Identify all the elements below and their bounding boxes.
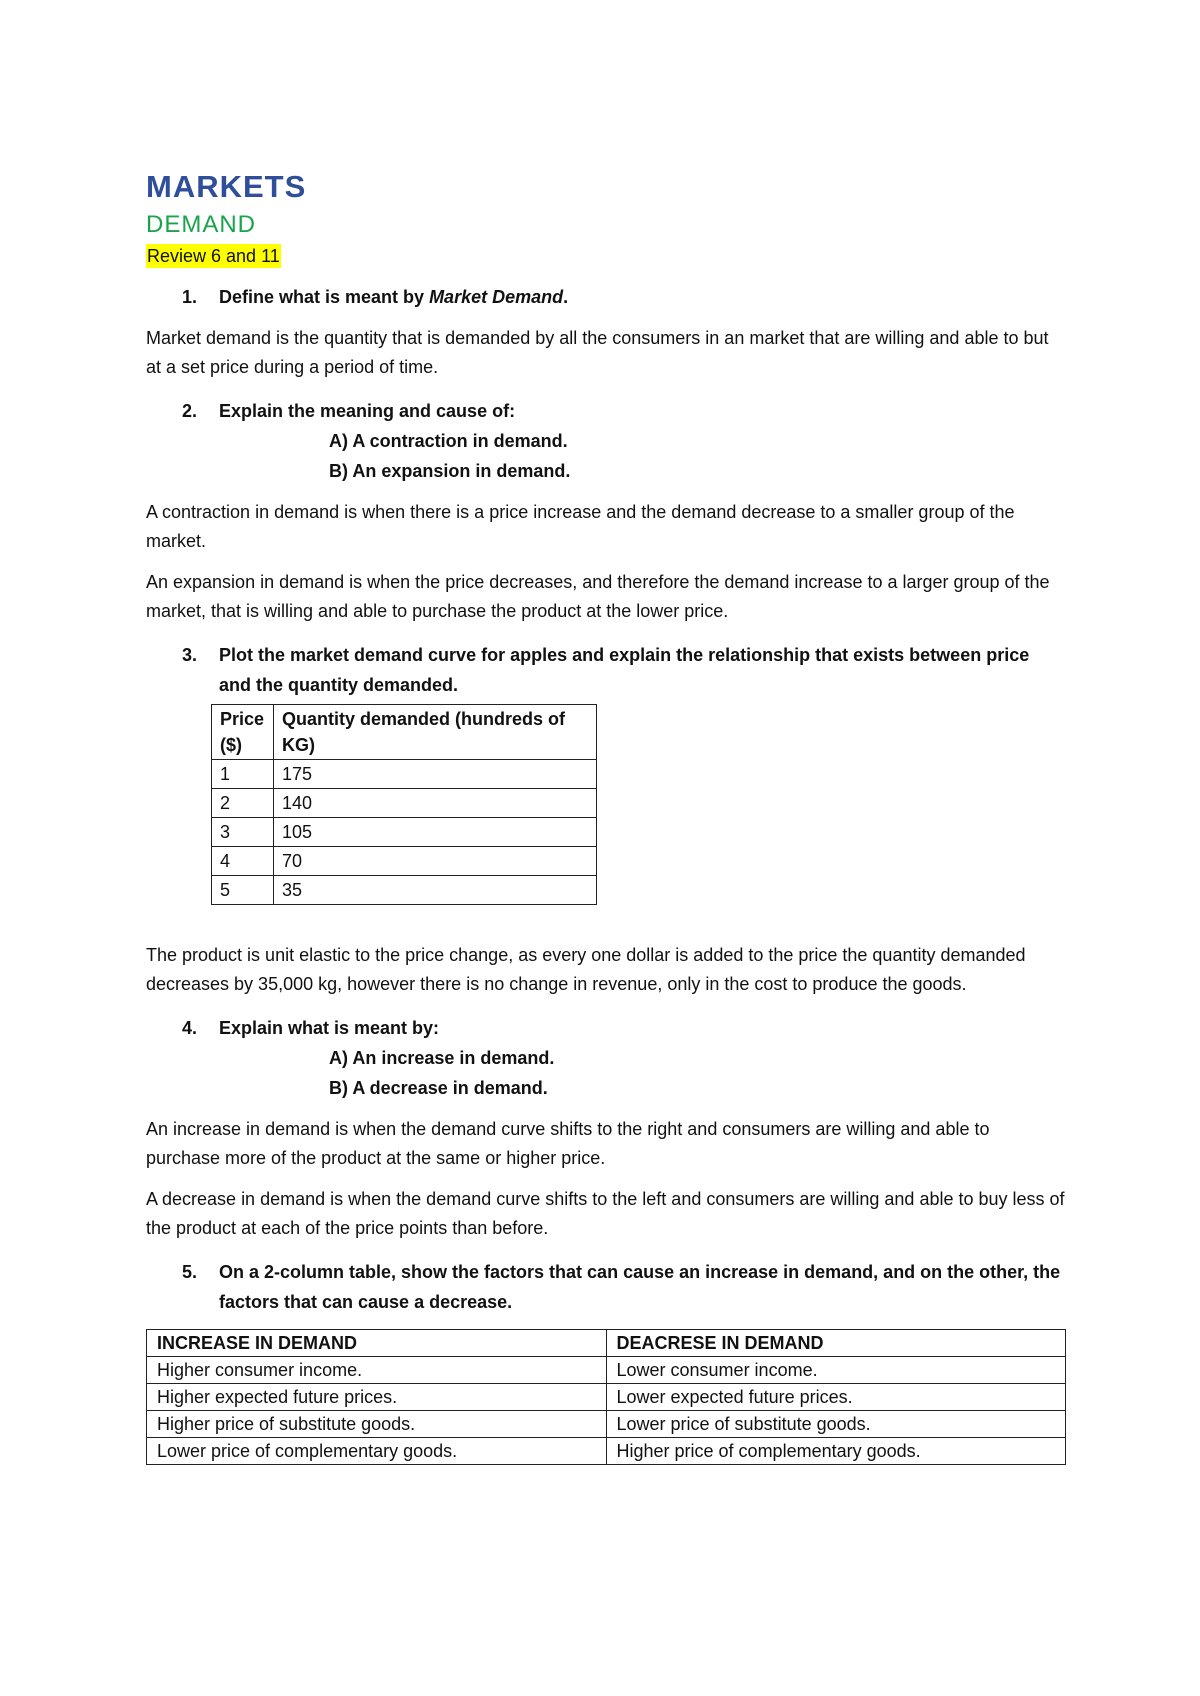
answer-4b: A decrease in demand is when the demand curve shifts to the left and consumers are willing and able to buy less of the product at each of the price points than before. (146, 1189, 1065, 1238)
table-cell: 140 (274, 789, 597, 818)
answer-2a: A contraction in demand is when there is a price increase and the demand decrease to a smaller group of the market. (146, 502, 1015, 551)
demand-factors-table (146, 1329, 1066, 1465)
table-header-row (147, 1330, 1066, 1357)
question-number: 3. (182, 645, 198, 665)
question-text: Plot the market demand curve for apples and explain the relationship that exists between price and the quantity demanded. (219, 645, 1030, 695)
answer-3: The product is unit elastic to the price change, as every one dollar is added to the price the quantity demanded decreases by 35,000 kg, however there is no change in revenue, only in the cost to produce the goods. (146, 945, 1026, 994)
table-row (212, 789, 597, 818)
table-cell: 3 (212, 818, 274, 847)
question-emphasis: Market Demand (429, 287, 564, 307)
table-row (212, 876, 597, 905)
question-3 (146, 640, 1066, 700)
question-5 (146, 1257, 1066, 1317)
table-row (147, 1384, 1066, 1411)
table-row (212, 760, 597, 789)
question-subpart-a: A) A contraction in demand. (329, 431, 568, 451)
section-heading: DEMAND (146, 211, 257, 238)
question-4 (146, 1013, 1066, 1103)
question-number: 2. (182, 401, 198, 421)
table-cell: Lower expected future prices. (606, 1384, 1066, 1411)
table-header-row (212, 705, 597, 760)
question-text: Define what is meant by (219, 287, 430, 307)
table-cell: 175 (274, 760, 597, 789)
demand-schedule-table (211, 704, 597, 905)
table-cell: 2 (212, 789, 274, 818)
table-cell: 35 (274, 876, 597, 905)
table-header-cell: DEACRESE IN DEMAND (606, 1330, 1066, 1357)
question-text: Explain the meaning and cause of: (219, 401, 516, 421)
table-cell: 1 (212, 760, 274, 789)
table-row (147, 1411, 1066, 1438)
table-header-cell: Quantity demanded (hundreds of KG) (274, 705, 597, 760)
question-1 (146, 282, 1066, 312)
question-number: 5. (182, 1262, 198, 1282)
document-content (146, 168, 1066, 1465)
table-cell: 5 (212, 876, 274, 905)
table-cell: 105 (274, 818, 597, 847)
question-number: 1. (182, 287, 198, 307)
table-cell: Higher expected future prices. (147, 1384, 607, 1411)
question-text-end: . (563, 287, 569, 307)
table-cell: 70 (274, 847, 597, 876)
table-cell: Higher consumer income. (147, 1357, 607, 1384)
question-text: Explain what is meant by: (219, 1018, 440, 1038)
table-cell: Lower price of substitute goods. (606, 1411, 1066, 1438)
table-row (147, 1438, 1066, 1465)
question-number: 4. (182, 1018, 198, 1038)
question-subpart-b: B) An expansion in demand. (329, 461, 571, 481)
question-subpart-b: B) A decrease in demand. (329, 1078, 548, 1098)
table-cell: Higher price of substitute goods. (147, 1411, 607, 1438)
answer-4a: An increase in demand is when the demand curve shifts to the right and consumers are willing and able to purchase more of the product at the same or higher price. (146, 1119, 990, 1168)
page-title: MARKETS (146, 169, 307, 204)
table-header-cell: INCREASE IN DEMAND (147, 1330, 607, 1357)
table-header-cell: Price ($) (212, 705, 274, 760)
table-cell: Lower price of complementary goods. (147, 1438, 607, 1465)
table-cell: 4 (212, 847, 274, 876)
answer-1: Market demand is the quantity that is demanded by all the consumers in an market that are willing and able to but at a set price during a period of time. (146, 328, 1049, 377)
table-row (212, 818, 597, 847)
review-note: Review 6 and 11 (147, 246, 280, 266)
question-subpart-a: A) An increase in demand. (329, 1048, 555, 1068)
table-row (147, 1357, 1066, 1384)
table-cell: Higher price of complementary goods. (606, 1438, 1066, 1465)
answer-2b: An expansion in demand is when the price decreases, and therefore the demand increase to a larger group of the market, that is willing and able to purchase the product at the lower price. (146, 572, 1050, 621)
question-2 (146, 396, 1066, 486)
table-row (212, 847, 597, 876)
table-cell: Lower consumer income. (606, 1357, 1066, 1384)
question-text: On a 2-column table, show the factors that can cause an increase in demand, and on the other, the factors that can cause a decrease. (219, 1262, 1061, 1312)
